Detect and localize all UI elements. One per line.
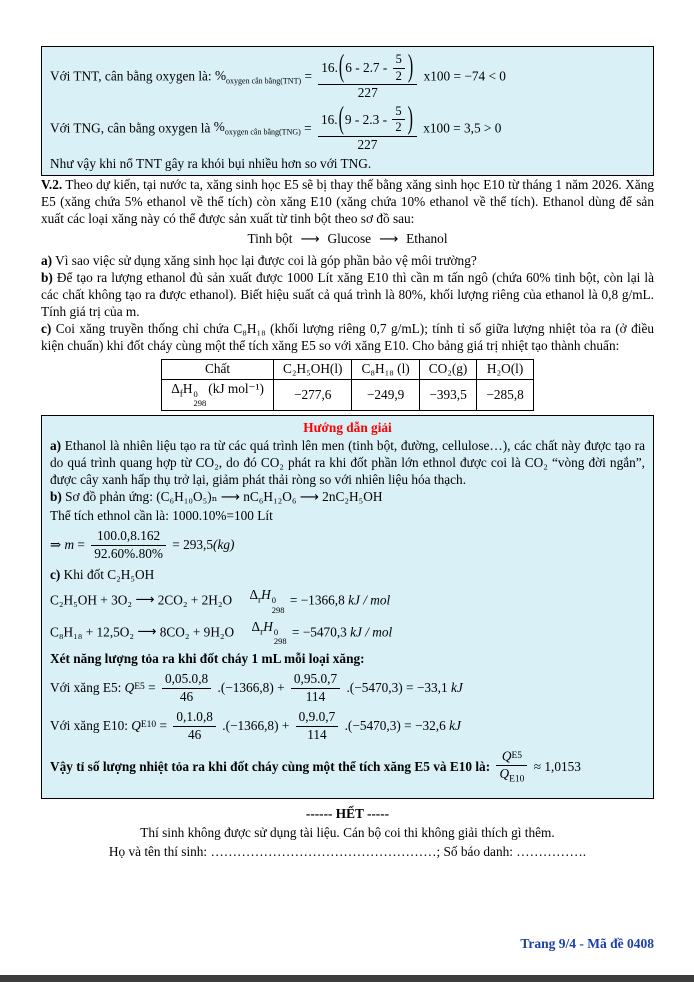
fraction-numerator: 100.0,8.162 xyxy=(91,528,166,546)
question-v2-paragraph xyxy=(41,177,654,227)
percent-oxygen-tnt xyxy=(214,67,302,86)
heat-variable: Q xyxy=(501,748,512,764)
enthalpy-symbol: H xyxy=(261,587,271,603)
conclusion-line xyxy=(50,748,645,787)
percent-sign: % xyxy=(213,119,225,135)
temp-sub: 298 xyxy=(273,636,287,647)
page-bottom-edge xyxy=(0,975,694,982)
ratio-result: ≈ 1,0153 xyxy=(533,758,581,774)
solution-box xyxy=(41,415,654,800)
mass-calculation-line xyxy=(50,528,645,562)
e5-fraction-1 xyxy=(162,671,211,705)
page-footer: Trang 9/4 - Mã đề 0408 xyxy=(520,936,654,951)
question-a xyxy=(41,253,654,270)
solution-title: Hướng dẫn giải xyxy=(303,419,392,435)
e5-result: .(−5470,3) = −33,1 xyxy=(346,679,448,695)
scheme-ethanol: Ethanol xyxy=(406,231,448,247)
delta-symbol: Δ xyxy=(171,381,180,397)
heat-header-text: Xét năng lượng tỏa ra khi đốt cháy 1 mL mỗi loại xăng: xyxy=(50,650,365,666)
question-b-label: b) xyxy=(41,270,53,286)
b-scheme-c1: (C₆H₁₀O₅)ₙ xyxy=(156,489,218,505)
solution-a xyxy=(50,438,645,488)
sup-sub-stack xyxy=(274,628,287,647)
reaction-subscript: r xyxy=(258,595,262,606)
open-paren: ( xyxy=(338,50,345,85)
formation-subscript: f xyxy=(179,389,183,400)
enthalpy-symbol: H xyxy=(182,381,193,397)
equals-sign: = xyxy=(77,537,85,553)
fraction-denominator: 227 xyxy=(357,137,378,153)
percent-sign: % xyxy=(214,67,227,83)
percent-oxygen-tng xyxy=(213,119,301,138)
eq1-value: = −1366,8 xyxy=(289,592,345,608)
mass-unit: (kg) xyxy=(213,537,235,553)
heat-variable: Q xyxy=(131,718,141,734)
e5-fraction-2 xyxy=(291,671,340,705)
right-arrow-icon: ⟶ xyxy=(379,232,399,248)
inner-expression: 6 - 2.7 - xyxy=(345,59,391,75)
question-a-text: Vì sao việc sử dụng xăng sinh học lại được coi là góp phần bảo vệ môi trường? xyxy=(55,252,477,268)
question-c-text: Coi xăng truyền thống chỉ chứa C₈H₁₈ (khối lượng riêng 0,7 g/mL); tính tỉ số giữa lượng nhiệt tỏa ra (ở điều kiện chuẩn) khi đốt cháy cùng một thể tích xăng E5 so với xăng E10. Cho bảng giá trị nhiệt tạo thành chuẩn: xyxy=(41,321,654,353)
standard-sup: 0 xyxy=(271,595,277,606)
combustion-eq-octane xyxy=(50,619,645,647)
e5-mid-1: .(−1366,8) + xyxy=(217,679,285,695)
right-arrow-icon: ⟶ xyxy=(300,232,320,248)
thermo-label-cell xyxy=(162,380,274,411)
header-cell: C₂H₅OH(l) xyxy=(273,360,352,380)
header-cell: CO₂(g) xyxy=(419,360,477,380)
coefficient: 16. xyxy=(321,59,338,75)
e10-fraction-1 xyxy=(173,709,216,743)
inner-numerator: 5 xyxy=(393,52,405,69)
delta-symbol: Δ xyxy=(251,618,261,634)
implies-icon: ⇒ xyxy=(50,537,62,553)
tnt-main-fraction xyxy=(318,52,417,102)
enthalpy-symbol: H xyxy=(263,618,273,634)
inner-denominator: 2 xyxy=(395,120,402,135)
inner-fraction xyxy=(393,52,405,84)
tnt-prefix: Với TNT, cân bằng oxygen là: xyxy=(50,68,215,84)
heat-subscript: E5 xyxy=(134,682,145,693)
e10-result: .(−5470,3) = −32,6 xyxy=(344,718,446,734)
close-paren: ) xyxy=(407,101,413,136)
question-c-label: c) xyxy=(41,321,52,337)
delta-rH-term xyxy=(249,587,286,615)
e10-fraction-2 xyxy=(296,709,339,743)
solution-c-text: Khi đốt C₂H₅OH xyxy=(63,566,155,582)
exam-note: Thí sinh không được sử dụng tài liệu. Cán bộ coi thi không giải thích gì thêm. xyxy=(140,825,555,841)
equals-sign: = xyxy=(304,120,312,136)
solution-c-intro xyxy=(50,567,645,584)
inner-fraction xyxy=(392,104,404,136)
e5-heat-line xyxy=(50,671,645,705)
right-arrow-icon: ⟶ xyxy=(299,490,319,506)
equals-sign: = xyxy=(159,718,168,734)
table-header-row xyxy=(162,360,534,380)
temp-sub: 298 xyxy=(271,604,285,615)
fraction-numerator xyxy=(496,748,527,766)
b-volume-line: Thể tích ethnol cần là: 1000.10%=100 Lít xyxy=(50,507,273,523)
inner-numerator: 5 xyxy=(392,104,404,121)
percent-subscript: oxygen cân bằng(TNG) xyxy=(224,128,301,138)
sup-sub-stack xyxy=(272,596,285,615)
combustion-eq-ethanol xyxy=(50,587,645,615)
eq1-unit: kJ / mol xyxy=(348,592,391,608)
v2-label: V.2. xyxy=(41,177,63,193)
equals-sign: = xyxy=(304,68,312,84)
inner-denominator: 2 xyxy=(395,68,402,83)
sup-sub-stack xyxy=(194,390,207,409)
production-scheme xyxy=(41,231,654,249)
fraction-numerator: 0,9.0,7 xyxy=(296,709,339,727)
eq2-unit: kJ / mol xyxy=(350,624,393,640)
e10-mid-1: .(−1366,8) + xyxy=(222,718,290,734)
page-content xyxy=(41,46,654,860)
scheme-glucose: Glucose xyxy=(327,231,372,247)
close-paren: ) xyxy=(407,50,414,85)
fraction-denominator: 46 xyxy=(179,688,194,704)
solution-b-label: b) xyxy=(50,489,62,505)
standard-sup: 0 xyxy=(193,389,198,400)
units-label: (kJ mol⁻¹) xyxy=(208,381,264,397)
v2-text: Theo dự kiến, tại nước ta, xăng sinh học E5 sẽ bị thay thế bằng xăng sinh học E10 từ tháng 1 năm 2026. Xăng E5 (xăng chứa 5% ethanol về thể tích) còn xăng E10 (xăng chứa 10% ethanol về thể tích). Ethanol dùng để sản xuất các loại xăng này có thể được sản xuất từ tinh bột theo sơ đồ sau: xyxy=(41,177,654,226)
eq2-rhs: 8CO₂ + 9H₂O xyxy=(159,624,235,640)
oxygen-conclusion-line: Như vậy khi nổ TNT gây ra khói bụi nhiều hơn so với TNG. xyxy=(50,155,372,171)
solution-a-text: Ethanol là nhiên liệu tạo ra từ các quá trình lên men (tinh bột, đường, cellulose…), các chất này được tạo ra do quá trình quang hợp từ CO₂, do đó CO₂ phát ra khi đốt phần lớn ethnol được coi là CO₂ “vòng đời ngắn”, được cây xanh hấp thụ trở lại, giảm phát thải ròng so với nhiên liệu hóa thạch. xyxy=(50,438,645,487)
b-scheme-c3: 2nC₂H₅OH xyxy=(322,489,383,505)
right-arrow-icon: ⟶ xyxy=(137,624,157,640)
candidate-name-line: Họ và tên thí sinh: ……………………………………………; Số báo danh: ……………. xyxy=(108,843,587,859)
b-scheme-c2: nC₆H₁₂O₆ xyxy=(243,489,297,505)
e5-unit: kJ xyxy=(450,679,463,695)
scheme-starch: Tinh bột xyxy=(247,231,293,247)
temp-sub: 298 xyxy=(193,398,207,409)
fraction-denominator xyxy=(496,766,527,787)
header-cell: C₈H₁₈ (l) xyxy=(352,360,419,380)
q-ratio-fraction xyxy=(496,748,527,787)
b-scheme-pre: Sơ đồ phản ứng: xyxy=(65,489,153,505)
heat-section-header xyxy=(50,651,645,668)
value-cell: −393,5 xyxy=(419,380,477,411)
e10-unit: kJ xyxy=(449,718,461,734)
fraction-denominator: 92.60%.80% xyxy=(94,545,163,561)
percent-subscript: oxygen cân bằng(TNT) xyxy=(226,76,302,86)
fraction-numerator: 0,05.0,8 xyxy=(162,671,211,689)
tnt-balance-line xyxy=(50,52,645,102)
fraction-denominator: 227 xyxy=(357,85,378,101)
conclusion-text: Vậy tỉ số lượng nhiệt tỏa ra khi đốt cháy cùng một thể tích xăng E5 và E10 là: xyxy=(50,758,491,774)
oxygen-balance-box xyxy=(41,46,654,176)
tng-result: x100 = 3,5 > 0 xyxy=(423,120,502,136)
solution-a-label: a) xyxy=(50,438,62,454)
eq2-value: = −5470,3 xyxy=(291,624,347,640)
mass-variable: m xyxy=(64,537,75,553)
e10-heat-line xyxy=(50,709,645,743)
value-cell: −277,6 xyxy=(273,380,352,411)
solution-b-scheme xyxy=(50,489,645,507)
eq1-rhs: 2CO₂ + 2H₂O xyxy=(157,592,233,608)
heat-subscript: E10 xyxy=(140,720,157,731)
fraction-denominator: 114 xyxy=(307,727,327,743)
standard-sup: 0 xyxy=(273,626,279,637)
right-arrow-icon: ⟶ xyxy=(135,592,155,608)
fraction-denominator: 114 xyxy=(305,688,326,704)
fraction-numerator xyxy=(318,101,417,137)
fraction-numerator: 0,1.0,8 xyxy=(173,709,216,727)
header-cell: H₂O(l) xyxy=(477,360,533,380)
tng-balance-line xyxy=(50,101,645,154)
tng-prefix: Với TNG, cân bằng oxygen là xyxy=(50,120,214,136)
question-b xyxy=(41,270,654,320)
fraction-denominator: 46 xyxy=(187,727,202,743)
heat-subscript: E5 xyxy=(511,750,523,761)
header-cell: Chất xyxy=(162,360,274,380)
eq2-lhs: C₈H₁₈ + 12,5O₂ xyxy=(50,624,135,640)
heat-subscript: E10 xyxy=(509,774,525,785)
value-cell: −249,9 xyxy=(352,380,419,411)
tng-main-fraction xyxy=(318,101,417,154)
delta-rH-term xyxy=(251,618,289,647)
question-c xyxy=(41,321,654,354)
coefficient: 16. xyxy=(320,111,338,127)
table-value-row xyxy=(162,380,534,411)
tnt-result: x100 = −74 < 0 xyxy=(423,68,506,84)
e5-prefix: Với xăng E5: xyxy=(50,679,122,695)
enthalpy-table xyxy=(161,359,534,410)
mass-result: = 293,5 xyxy=(172,537,214,553)
value-cell: −285,8 xyxy=(477,380,533,411)
question-b-text: Để tạo ra lượng ethanol đủ sản xuất được 1000 Lít xăng E10 thì cần m tấn ngô (chứa 60% tinh bột, còn lại là các chất không tạo ra được ethanol). Biết hiệu suất cả quá trình là 80%, khối lượng riêng của ethanol là 0,8 g/mL. Tính giá trị của m. xyxy=(41,270,655,319)
heat-variable: Q xyxy=(124,679,135,695)
mass-fraction xyxy=(91,528,166,562)
delta-symbol: Δ xyxy=(249,587,258,603)
fraction-numerator: 0,95.0,7 xyxy=(291,671,340,689)
solution-c-label: c) xyxy=(50,566,61,582)
fraction-numerator xyxy=(318,52,417,85)
equals-sign: = xyxy=(148,679,156,695)
question-a-label: a) xyxy=(41,252,53,268)
e10-prefix: Với xăng E10: xyxy=(50,718,128,734)
inner-expression: 9 - 2.3 - xyxy=(344,111,391,127)
right-arrow-icon: ⟶ xyxy=(220,490,240,506)
heat-variable: Q xyxy=(499,765,510,781)
eq1-lhs: C₂H₅OH + 3O₂ xyxy=(50,592,132,608)
reaction-subscript: r xyxy=(260,627,264,638)
open-paren: ( xyxy=(338,101,344,136)
end-marker: ------ HẾT ----- xyxy=(305,806,390,822)
